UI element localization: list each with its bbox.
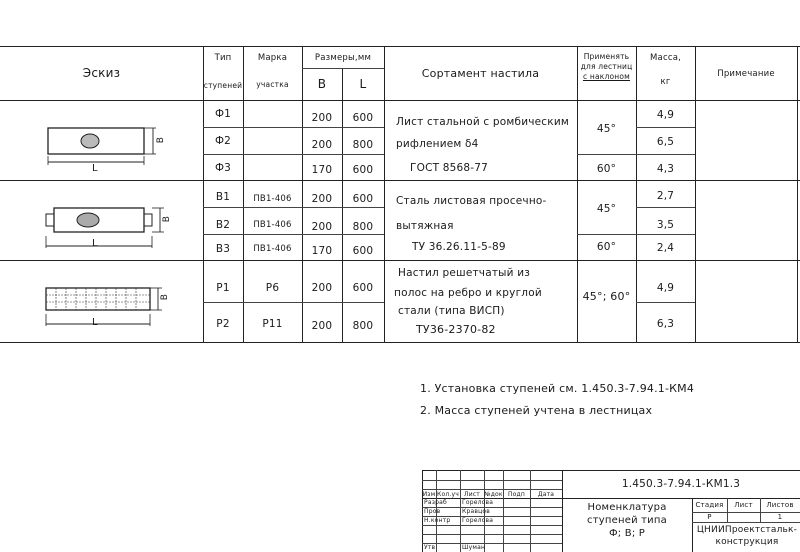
header-mass-bottom: кг bbox=[660, 77, 671, 87]
header-type-bottom: ступеней bbox=[203, 80, 243, 90]
group-p-assort-3: стали (типа ВИСП) bbox=[398, 305, 505, 317]
header-applied-line3: с наклоном bbox=[582, 72, 631, 81]
stamp-sheets: Листов bbox=[766, 501, 794, 509]
group-f-angle-b: 60° bbox=[596, 163, 617, 175]
stamp-col bbox=[530, 470, 531, 552]
header-assortment: Сортамент настила bbox=[421, 66, 540, 80]
row-p1-l: 600 bbox=[352, 282, 374, 294]
header-sizes: Размеры,мм bbox=[314, 53, 372, 63]
row-f3-l: 600 bbox=[352, 164, 374, 176]
row-f1-b: 200 bbox=[311, 112, 333, 124]
header-mass-top: Масса, bbox=[650, 53, 681, 63]
stamp-left bbox=[422, 470, 423, 552]
stamp-stage: Стадия bbox=[695, 501, 724, 509]
row-v1-mark: ПВ1-406 bbox=[253, 194, 292, 204]
header-applied-line1: Применять bbox=[583, 52, 630, 61]
header-b: В bbox=[317, 77, 327, 91]
stamp-code: 1.450.3-7.94.1-КМ1.3 bbox=[621, 478, 741, 490]
sketch-v-hatch bbox=[77, 213, 99, 227]
sketch-f-l-label: L bbox=[92, 163, 98, 174]
sketch-f-plate bbox=[40, 122, 180, 174]
stamp-col-izm: Изм bbox=[422, 490, 436, 498]
row-p1-b: 200 bbox=[311, 282, 333, 294]
row-p2-l: 800 bbox=[352, 320, 374, 332]
stamp-row bbox=[422, 525, 562, 526]
group-v-angle-b: 60° bbox=[596, 241, 617, 253]
row-f2-l: 800 bbox=[352, 139, 374, 151]
stamp-role-prov: Пров bbox=[424, 508, 441, 515]
stamp-stage-value: Р bbox=[707, 512, 712, 521]
row-v2-b: 200 bbox=[311, 221, 333, 233]
sketch-v-l-label: L bbox=[92, 238, 98, 249]
stamp-org-line1: ЦНИИПроектстальк- bbox=[696, 525, 798, 535]
row-v2-l: 800 bbox=[352, 221, 374, 233]
row-v3-l: 600 bbox=[352, 245, 374, 257]
stamp-org bbox=[694, 524, 800, 548]
group-v-angle-a: 45° bbox=[596, 203, 617, 215]
header-sketch: Эскиз bbox=[82, 66, 121, 80]
stamp-role-nkontr: Н.контр bbox=[424, 517, 451, 524]
sketch-f-b-label: В bbox=[156, 136, 167, 144]
group-f-assort-3: ГОСТ 8568-77 bbox=[410, 162, 489, 174]
stamp-name-nkontr: Горелова bbox=[462, 517, 494, 524]
sketch-p-l-label: L bbox=[92, 317, 98, 328]
row-p2-mass: 6,3 bbox=[656, 318, 675, 330]
group-p-angle: 45°; 60° bbox=[582, 289, 631, 303]
stamp-row bbox=[422, 543, 562, 544]
stamp-org-line2: конструкция bbox=[715, 537, 779, 547]
row-f1-mass: 4,9 bbox=[656, 109, 675, 121]
stamp-sheet: Лист bbox=[734, 501, 753, 509]
row-v3-mark: ПВ1-406 bbox=[253, 244, 292, 254]
sketch-f-hatch bbox=[81, 134, 99, 148]
stamp-stage-line2 bbox=[692, 522, 800, 523]
row-f2-type: Ф2 bbox=[214, 135, 232, 147]
stamp-role-razrab: Разраб bbox=[424, 499, 447, 506]
stamp-row bbox=[422, 480, 562, 481]
note-1: 1. Установка ступеней см. 1.450.3-7.94.1-КМ4 bbox=[420, 382, 695, 395]
row-f1-type: Ф1 bbox=[214, 108, 232, 120]
group-f-angle-a: 45° bbox=[596, 123, 617, 135]
stamp-sheets-value: 1 bbox=[777, 512, 783, 521]
header-applied-line2: для лестниц bbox=[580, 62, 633, 71]
stamp-col bbox=[460, 470, 461, 552]
row-line bbox=[203, 302, 384, 303]
row-f3-mass: 4,3 bbox=[656, 163, 675, 175]
sizes-subheader-line bbox=[302, 68, 384, 69]
row-f1-l: 600 bbox=[352, 112, 374, 124]
group-v-assort-3: ТУ 36.26.11-5-89 bbox=[412, 241, 506, 253]
stamp-col-podp: Подп bbox=[507, 490, 526, 498]
stamp-title-line2: ступеней типа bbox=[587, 515, 667, 526]
group-f-bottom-border bbox=[0, 180, 800, 181]
sketch-v-plate bbox=[40, 200, 180, 256]
note-2: 2. Масса ступеней учтена в лестницах bbox=[420, 404, 653, 417]
stamp-title bbox=[562, 501, 692, 540]
stamp-title-line1: Номенклатура bbox=[587, 502, 667, 513]
row-p1-type: Р1 bbox=[216, 282, 230, 294]
row-v1-type: В1 bbox=[215, 191, 231, 203]
stamp-col bbox=[503, 470, 504, 552]
sketch-v-left-tab bbox=[46, 214, 54, 226]
stamp-col-doc: №док bbox=[484, 490, 503, 498]
row-f2-mass: 6,5 bbox=[656, 136, 675, 148]
sketch-p-grid bbox=[46, 288, 150, 310]
col-right-border bbox=[797, 46, 798, 342]
sketch-v-b-label: В bbox=[162, 215, 173, 223]
row-v3-type: В3 bbox=[215, 243, 231, 255]
row-p2-b: 200 bbox=[311, 320, 333, 332]
group-f-assort-1: Лист стальной с ромбическим bbox=[396, 116, 569, 128]
stamp-name-utv: Шуман bbox=[462, 544, 486, 551]
group-v-bottom-border bbox=[0, 260, 800, 261]
stamp-name-razrab: Горелова bbox=[462, 499, 494, 506]
header-type-top: Тип bbox=[214, 53, 232, 63]
row-v3-mass: 2,4 bbox=[656, 242, 675, 254]
sketch-p-grating bbox=[40, 280, 180, 336]
row-f2-b: 200 bbox=[311, 139, 333, 151]
row-v1-b: 200 bbox=[311, 193, 333, 205]
stamp-row bbox=[422, 534, 562, 535]
group-p-assort-4: ТУ36-2370-82 bbox=[416, 322, 496, 336]
group-f-assort-2: рифлением δ4 bbox=[396, 138, 479, 150]
stamp-row bbox=[422, 507, 562, 508]
header-mark-top: Марка bbox=[257, 53, 288, 63]
header-bottom-border bbox=[0, 100, 800, 101]
row-v2-mark: ПВ1-406 bbox=[253, 220, 292, 230]
row-v1-mass: 2,7 bbox=[656, 190, 675, 202]
stamp-col-date: Дата bbox=[537, 490, 555, 498]
header-mark-bottom: участка bbox=[256, 80, 289, 89]
header-note: Примечание bbox=[717, 69, 775, 79]
group-p-assort-2: полос на ребро и круглой bbox=[394, 287, 542, 299]
row-line bbox=[636, 127, 695, 128]
row-v2-type: В2 bbox=[215, 219, 231, 231]
row-p1-mass: 4,9 bbox=[656, 282, 675, 294]
sketch-v-right-tab bbox=[144, 214, 152, 226]
header-l: L bbox=[359, 77, 367, 91]
row-line bbox=[577, 154, 695, 155]
group-v-assort-1: Сталь листовая просечно- bbox=[396, 195, 547, 207]
row-p1-mark: Р6 bbox=[265, 282, 280, 294]
stamp-top bbox=[422, 470, 800, 471]
group-p-assort-1: Настил решетчатый из bbox=[398, 267, 531, 279]
row-p2-mark: Р11 bbox=[262, 318, 283, 330]
row-p2-type: Р2 bbox=[216, 318, 230, 330]
row-f3-type: Ф3 bbox=[214, 162, 232, 174]
row-v1-l: 600 bbox=[352, 193, 374, 205]
row-line bbox=[636, 302, 695, 303]
stamp-col-list: Лист bbox=[463, 490, 480, 498]
sketch-p-b-label: В bbox=[160, 293, 171, 301]
row-line bbox=[636, 207, 695, 208]
group-v-assort-2: вытяжная bbox=[396, 220, 454, 232]
sketch-p-rect bbox=[46, 288, 150, 310]
row-f3-b: 170 bbox=[311, 164, 333, 176]
group-p-bottom-border bbox=[0, 342, 800, 343]
stamp-role-utv: Утв bbox=[424, 544, 436, 551]
row-v2-mass: 3,5 bbox=[656, 219, 675, 231]
stamp-name-prov: Кравцов bbox=[462, 508, 490, 515]
col-mass-divider bbox=[695, 46, 696, 342]
row-v3-b: 170 bbox=[311, 245, 333, 257]
header-applied bbox=[577, 52, 636, 82]
stamp-col-kol: Кол.уч bbox=[437, 490, 459, 498]
stamp-title-line3: Ф; В; Р bbox=[609, 528, 645, 539]
